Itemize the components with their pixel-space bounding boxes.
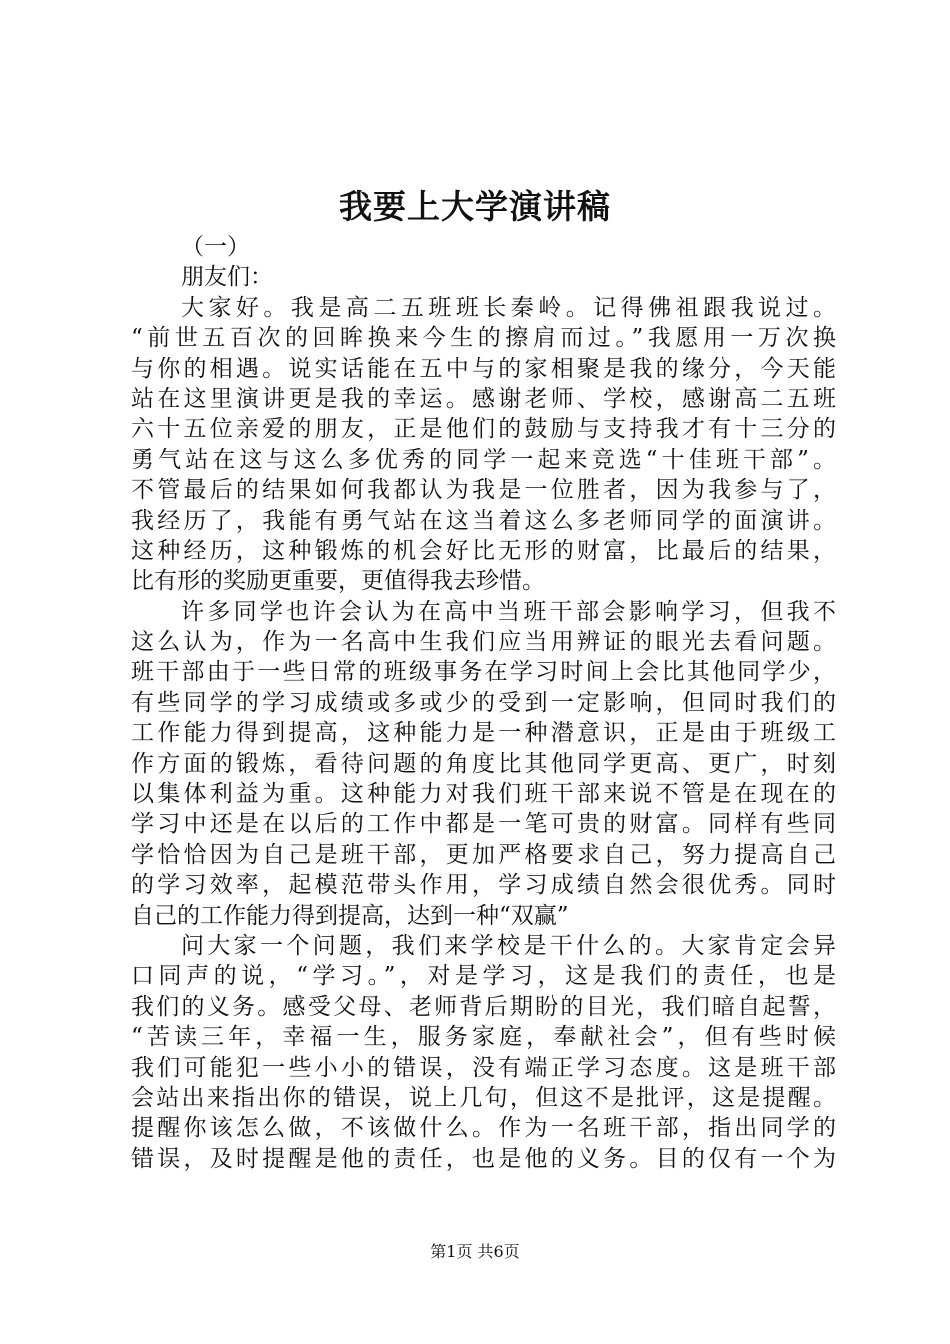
text-line-content: “前世五百次的回眸换来今生的擦肩而过。”我愿用一万次换 xyxy=(131,325,836,352)
text-line-content: 口同声的说，“学习。”，对是学习，这是我们的责任，也是 xyxy=(131,963,836,990)
text-line xyxy=(131,840,836,870)
text-line-content: 大家好。我是高二五班班长秦岭。记得佛祖跟我说过。 xyxy=(181,294,836,321)
text-line xyxy=(131,384,836,414)
text-line xyxy=(131,536,836,566)
text-line xyxy=(131,293,836,323)
text-line-content: 六十五位亲爱的朋友，正是他们的鼓励与支持我才有十三分的 xyxy=(131,416,836,443)
text-line xyxy=(131,506,836,536)
text-line xyxy=(131,809,836,839)
text-line-content: 我们的义务。感受父母、老师背后期盼的目光，我们暗自起誓， xyxy=(131,993,836,1020)
text-line xyxy=(131,1053,836,1083)
text-line-content: 有些同学的学习成绩或多或少的受到一定影响，但同时我们的 xyxy=(131,689,836,716)
text-line xyxy=(131,566,836,596)
text-line xyxy=(131,1083,836,1113)
text-line-content: 与你的相遇。说实话能在五中与的家相聚是我的缘分，今天能 xyxy=(131,355,836,382)
text-line-content: 勇气站在这与这么多优秀的同学一起来竞选“十佳班干部”。 xyxy=(131,446,836,473)
text-line xyxy=(131,688,836,718)
text-line xyxy=(131,901,836,931)
text-line-content: 学习中还是在以后的工作中都是一笔可贵的财富。同样有些同 xyxy=(131,811,836,838)
text-line-content: 许多同学也许会认为在高中当班干部会影响学习，但我不 xyxy=(181,598,836,625)
text-line xyxy=(131,870,836,900)
text-line xyxy=(131,749,836,779)
text-line-content: 这么认为，作为一名高中生我们应当用辨证的眼光去看问题。 xyxy=(131,629,836,656)
text-line xyxy=(131,718,836,748)
text-line xyxy=(131,323,836,353)
text-line xyxy=(131,414,836,444)
text-line-content: 不管最后的结果如何我都认为我是一位胜者，因为我参与了， xyxy=(131,477,836,504)
text-line xyxy=(131,931,836,961)
text-line-content: 提醒你该怎么做，不该做什么。作为一名班干部，指出同学的 xyxy=(131,1115,836,1142)
text-line xyxy=(131,445,836,475)
text-line-content: 班干部由于一些日常的班级事务在学习时间上会比其他同学少， xyxy=(131,659,836,686)
text-line xyxy=(131,657,836,687)
text-line xyxy=(131,627,836,657)
text-line-content: 我经历了，我能有勇气站在这当着这么多老师同学的面演讲。 xyxy=(131,507,836,534)
text-line xyxy=(131,1144,836,1174)
text-line xyxy=(131,475,836,505)
text-line-content: 比有形的奖励更重要，更值得我去珍惜。 xyxy=(131,568,545,595)
text-line-content: 朋友们： xyxy=(181,264,273,291)
text-line-content: “苦读三年，幸福一生，服务家庭，奉献社会”，但有些时候 xyxy=(131,1024,836,1051)
text-line xyxy=(131,597,836,627)
text-line-content: 这种经历，这种锻炼的机会好比无形的财富，比最后的结果， xyxy=(131,537,836,564)
text-line xyxy=(131,1022,836,1052)
text-line-content: 工作能力得到提高，这种能力是一种潜意识，正是由于班级工 xyxy=(131,720,836,747)
text-line xyxy=(131,961,836,991)
text-line-content: 问大家一个问题，我们来学校是干什么的。大家肯定会异 xyxy=(181,932,836,959)
text-line-content: 自己的工作能力得到提高，达到一种“双赢” xyxy=(131,902,569,929)
text-line-content: 错误，及时提醒是他的责任，也是他的义务。目的仅有一个为 xyxy=(131,1145,836,1172)
text-line-content: （一） xyxy=(181,234,250,260)
text-line-content: 的学习效率，起模范带头作用，学习成绩自然会很优秀。同时 xyxy=(131,872,836,899)
text-line-content: 我们可能犯一些小小的错误，没有端正学习态度。这是班干部 xyxy=(131,1054,836,1081)
text-line-content: 会站出来指出你的错误，说上几句，但这不是批评，这是提醒。 xyxy=(131,1084,836,1111)
text-line xyxy=(131,232,836,262)
text-line-content: 站在这里演讲更是我的幸运。感谢老师、学校，感谢高二五班 xyxy=(131,385,836,412)
text-line xyxy=(131,992,836,1022)
text-line xyxy=(131,779,836,809)
text-line-content: 以集体利益为重。这种能力对我们班干部来说不管是在现在的 xyxy=(131,781,836,808)
document-title: 我要上大学演讲稿 xyxy=(339,187,611,226)
text-line-content: 作方面的锻炼，看待问题的角度比其他同学更高、更广，时刻 xyxy=(131,750,836,777)
page-number-footer: 第1页 共6页 xyxy=(430,1242,520,1261)
text-line xyxy=(131,354,836,384)
text-line-content: 学恰恰因为自己是班干部，更加严格要求自己，努力提高自己 xyxy=(131,841,836,868)
document-body xyxy=(131,232,836,1174)
text-line xyxy=(131,1113,836,1143)
text-line xyxy=(131,262,836,292)
